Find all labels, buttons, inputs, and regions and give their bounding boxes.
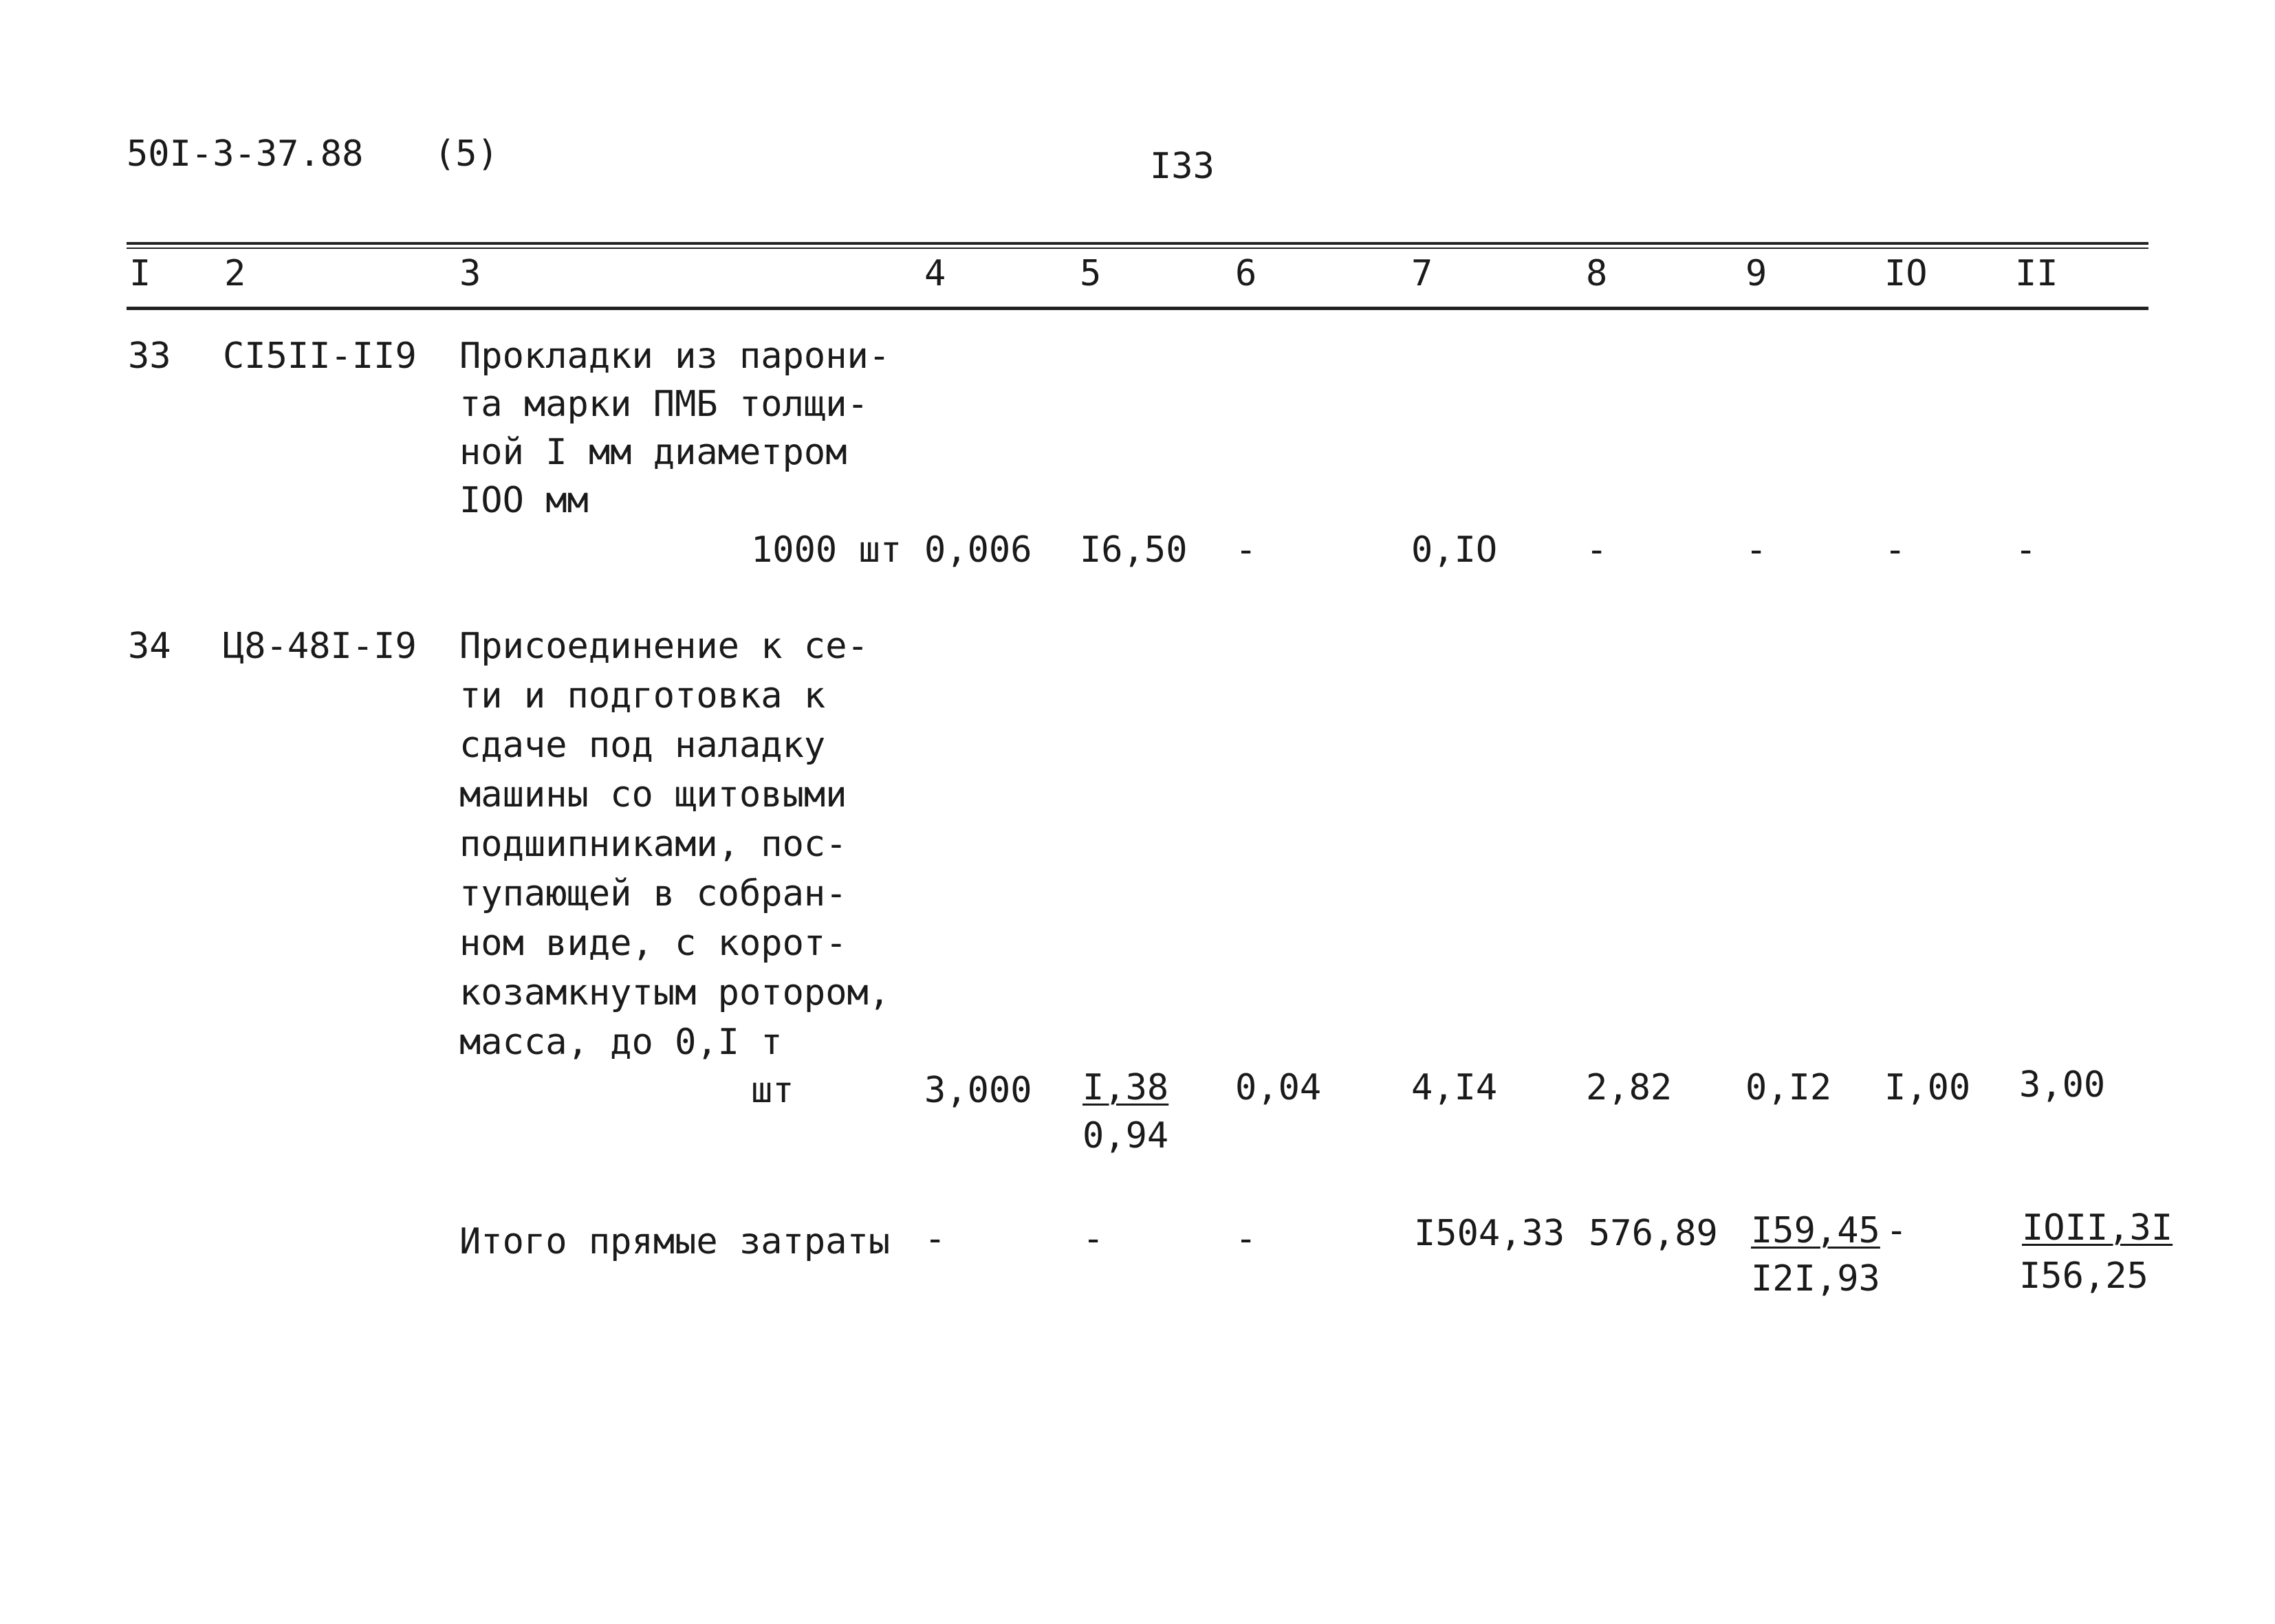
- row-col10: I,00: [1884, 1067, 1971, 1108]
- row-description-line: ной I мм диаметром: [459, 432, 847, 473]
- document-code-text: 50I-3-37.88: [127, 133, 364, 175]
- row-description-line: ти и подготовка к: [459, 675, 826, 716]
- total-col9-sub: I2I,93: [1751, 1258, 1880, 1299]
- document-part: (5): [434, 133, 499, 175]
- total-col4: -: [924, 1218, 946, 1260]
- total-col11: IOII,3I: [2022, 1207, 2173, 1249]
- row-code: Ц8-48I-I9: [223, 626, 417, 667]
- total-col10: -: [1886, 1210, 1908, 1251]
- col-header-9: 9: [1745, 253, 1767, 294]
- col-header-5: 5: [1080, 253, 1102, 294]
- col-header-1: I: [129, 253, 151, 294]
- col-header-8: 8: [1586, 253, 1608, 294]
- row-col4: 3,000: [924, 1070, 1032, 1111]
- row-col7: 4,I4: [1411, 1067, 1498, 1108]
- row-col6: 0,04: [1235, 1067, 1322, 1108]
- row-description-line: сдаче под наладку: [459, 725, 826, 766]
- total-label: Итого прямые затраты: [459, 1221, 891, 1262]
- col-header-6: 6: [1235, 253, 1257, 294]
- row-col8: -: [1586, 529, 1608, 571]
- total-col7: I504,33: [1414, 1213, 1565, 1254]
- total-col9: I59,45: [1751, 1210, 1880, 1251]
- page-number: I33: [1150, 146, 1215, 187]
- row-col5: I6,50: [1080, 529, 1188, 571]
- row-description-line: ном виде, с корот-: [459, 923, 847, 964]
- document-code: [127, 133, 499, 175]
- total-col5: -: [1082, 1218, 1104, 1260]
- row-code: CI5II-II9: [223, 336, 417, 377]
- row-col8: 2,82: [1586, 1067, 1673, 1108]
- total-col11-sub: I56,25: [2019, 1255, 2148, 1297]
- row-col9: -: [1745, 529, 1767, 571]
- row-description-line: IOO мм: [459, 480, 589, 521]
- row-number: 34: [128, 626, 171, 667]
- row-col11: 3,00: [2019, 1064, 2106, 1106]
- table-top-rule-inner: [127, 248, 2148, 249]
- row-description-line: та марки ПМБ толщи-: [459, 384, 869, 425]
- col-header-4: 4: [924, 253, 946, 294]
- row-col11: -: [2015, 529, 2037, 571]
- row-col10: -: [1884, 529, 1906, 571]
- table-top-rule: [127, 242, 2148, 245]
- row-description-line: козамкнутым ротором,: [459, 972, 891, 1013]
- col-header-7: 7: [1411, 253, 1433, 294]
- total-col6: -: [1235, 1218, 1257, 1260]
- col-header-2: 2: [224, 253, 246, 294]
- col-header-11: II: [2015, 253, 2058, 294]
- row-unit: 1000 шт: [751, 529, 902, 571]
- col-header-10: IO: [1884, 253, 1928, 294]
- row-description-line: Прокладки из парони-: [459, 336, 891, 377]
- row-description-line: тупающей в собран-: [459, 873, 847, 914]
- row-number: 33: [128, 336, 171, 377]
- col-header-3: 3: [459, 253, 481, 294]
- table-header-rule: [127, 307, 2148, 310]
- row-description-line: машины со щитовыми: [459, 774, 847, 815]
- row-col7: 0,IO: [1411, 529, 1498, 571]
- row-col5: I,38: [1082, 1067, 1169, 1108]
- row-description-line: Присоединение к се-: [459, 626, 869, 667]
- total-col8: 576,89: [1589, 1213, 1718, 1254]
- row-col5-sub: 0,94: [1082, 1115, 1169, 1156]
- row-col4: 0,006: [924, 529, 1032, 571]
- row-col6: -: [1235, 529, 1257, 571]
- row-description-line: подшипниками, пос-: [459, 824, 847, 865]
- row-description-line: масса, до 0,I т: [459, 1022, 783, 1063]
- row-col9: 0,I2: [1745, 1067, 1832, 1108]
- row-unit: шт: [751, 1070, 794, 1111]
